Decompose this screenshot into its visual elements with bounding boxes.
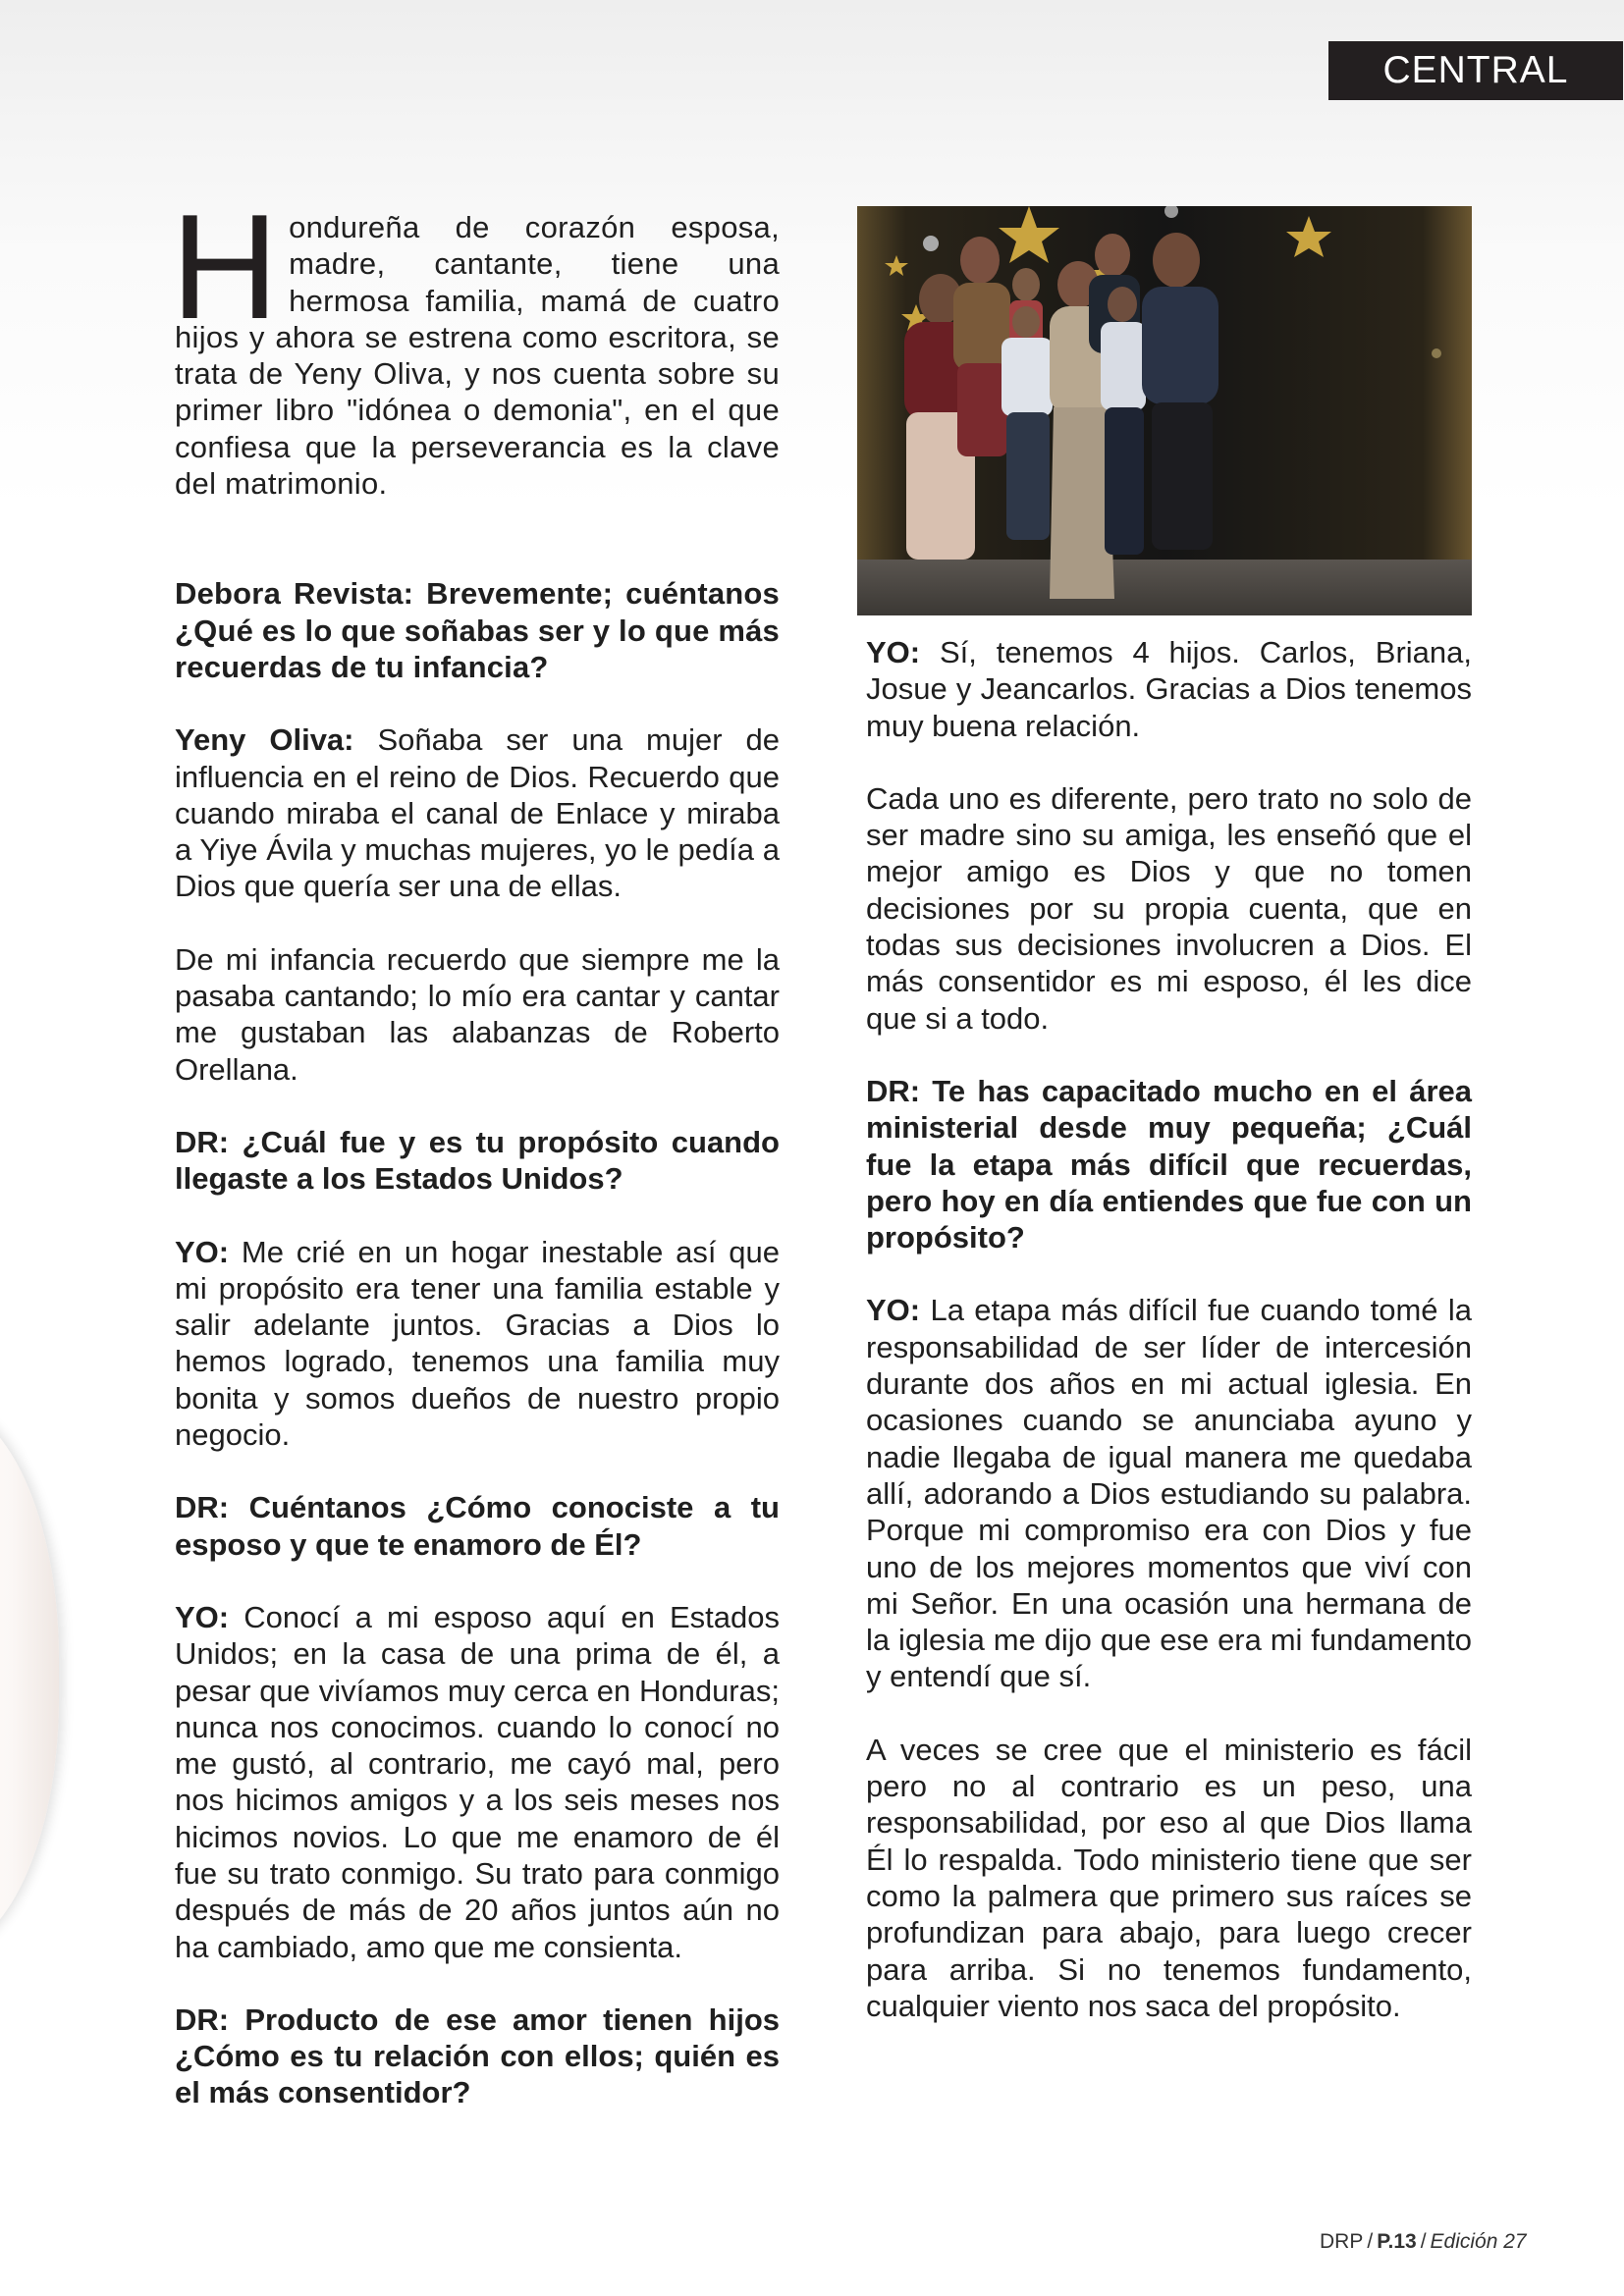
question-4: DR: Producto de ese amor tienen hijos ¿Cómo es tu relación con ellos; quién es el más consentidor? [175, 2002, 780, 2110]
answer-speaker: YO: [175, 1599, 230, 1634]
family-photo [857, 206, 1472, 615]
footer-separator: / [1420, 2230, 1427, 2253]
answer-5b: A veces se cree que el ministerio es fácil pero no al contrario es un peso, una responsabilidad, por eso al que Dios llama Él lo respalda. Todo ministerio tiene que ser como la palmera que primero sus raíces se profundizan para abajo, para luego crecer para arriba. Si no tenemos fundamento, cualquier viento nos saca del propósito. [866, 1732, 1472, 2023]
page-number: P.13 [1377, 2230, 1417, 2253]
intro-paragraph [171, 184, 780, 502]
decorative-figure-edge [0, 1404, 59, 1953]
footer-brand: DRP [1320, 2230, 1364, 2253]
intro-text: ondureña de corazón esposa, madre, cantante, tiene una hermosa familia, mamá de cuatro hijos y ahora se estrena como escritora, se trata de Yeny Oliva, y nos cuenta sobre su primer libro "idónea o demonia", en el que confiesa que la perseverancia es la clave del matrimonio. [175, 210, 780, 502]
answer-speaker: YO: [866, 1293, 921, 1328]
edition-label: Edición 27 [1430, 2230, 1527, 2253]
answer-1 [175, 721, 780, 904]
article-left-column [171, 184, 780, 2148]
answer-text: Conocí a mi esposo aquí en Estados Unidos; en la casa de una prima de él, a pesar que vivíamos muy cerca en Honduras; nunca nos conocimos. cuando lo conocí no me gustó, al contrario, me cayó mal, pero nos hicimos amigos y a los seis meses nos hicimos novios. Lo que me enamoro de él fue su trato conmigo. Su trato para conmigo después de más de 20 años juntos aún no ha cambiado, amo que me consienta. [175, 1599, 780, 1964]
page-footer [1320, 2230, 1527, 2254]
question-5: DR: Te has capacitado mucho en el área ministerial desde muy pequeña; ¿Cuál fue la etapa más difícil que recuerdas, pero hoy en día entiendes que fue con un propósito? [866, 1073, 1472, 1255]
answer-1b: De mi infancia recuerdo que siempre me la pasaba cantando; lo mío era cantar y cantar me gustaban las alabanzas de Roberto Orellana. [175, 941, 780, 1087]
answer-3 [175, 1599, 780, 1965]
answer-speaker: Yeny Oliva: [175, 722, 354, 758]
answer-4 [866, 634, 1472, 744]
drop-cap: H [171, 184, 280, 350]
footer-separator: / [1367, 2230, 1374, 2253]
article-right-column [866, 634, 1472, 2060]
answer-text: Me crié en un hogar inestable así que mi propósito era tener una familia estable y salir adelante juntos. Gracias a Dios lo hemos logrado, tenemos una familia muy bonita y somos dueños de nuestro propio negocio. [175, 1234, 780, 1453]
section-tag: CENTRAL [1328, 41, 1623, 100]
answer-text: Sí, tenemos 4 hijos. Carlos, Briana, Josue y Jeancarlos. Gracias a Dios tenemos muy buena relación. [866, 635, 1472, 743]
question-1: Debora Revista: Brevemente; cuéntanos ¿Qué es lo que soñabas ser y lo que más recuerdas de tu infancia? [175, 576, 780, 684]
answer-speaker: YO: [866, 635, 921, 669]
question-2: DR: ¿Cuál fue y es tu propósito cuando llegaste a los Estados Unidos? [175, 1124, 780, 1197]
question-3: DR: Cuéntanos ¿Cómo conociste a tu esposo y que te enamoro de Él? [175, 1490, 780, 1562]
answer-4b: Cada uno es diferente, pero trato no solo de ser madre sino su amiga, les enseñó que el mejor amigo es Dios y que no tomen decisiones por su propia cuenta, que en todas sus decisiones involucren a Dios. El más consentidor es mi esposo, él les dice que si a todo. [866, 780, 1472, 1036]
answer-text: Soñaba ser una mujer de influencia en el reino de Dios. Recuerdo que cuando miraba el canal de Enlace y miraba a Yiye Ávila y muchas mujeres, yo le pedía a Dios que quería ser una de ellas. [175, 722, 780, 904]
answer-text: La etapa más difícil fue cuando tomé la responsabilidad de ser líder de intercesión durante dos años en mi actual iglesia. En ocasiones cuando se anunciaba ayuno y nadie llegaba de igual manera me quedaba allí, adorando a Dios estudiando su palabra. Porque mi compromiso era con Dios y fue uno de los mejores momentos que viví con mi Señor. En una ocasión una hermana de la iglesia me dijo que ese era mi fundamento y entendí que sí. [866, 1293, 1472, 1694]
answer-speaker: YO: [175, 1234, 230, 1269]
answer-5 [866, 1292, 1472, 1694]
answer-2 [175, 1234, 780, 1454]
